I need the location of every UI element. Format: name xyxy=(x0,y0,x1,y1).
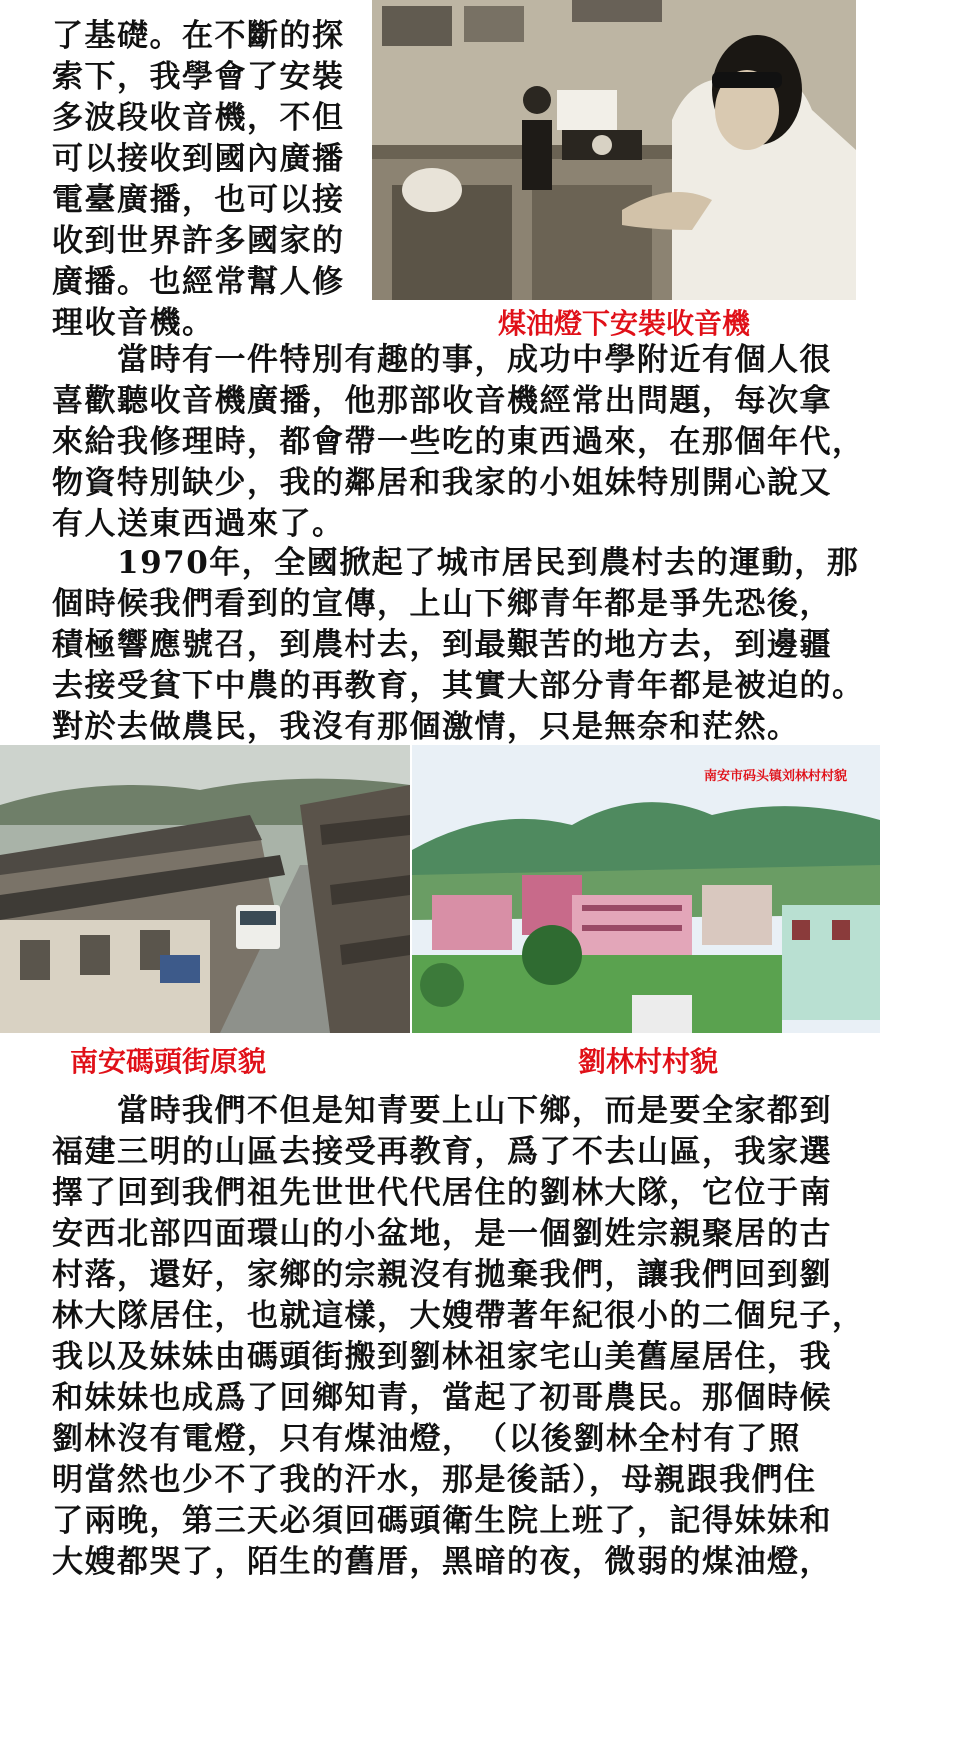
radio-assembly-photo xyxy=(372,0,856,300)
street-photo-caption: 南安碼頭街原貌 xyxy=(70,1045,267,1078)
intro-line: 收到世界許多國家的 xyxy=(52,223,345,259)
intro-line: 了基礎。在不斷的探 xyxy=(52,18,345,54)
paragraph-line: 有人送東西過來了。 xyxy=(52,506,345,542)
paragraph-line: 積極響應號召，到農村去，到最艱苦的地方去，到邊疆 xyxy=(52,627,832,663)
street-photo xyxy=(0,745,410,1033)
paragraph-line: 福建三明的山區去接受再教育，爲了不去山區，我家選 xyxy=(52,1134,832,1170)
paragraph-line: 來給我修理時，都會帶一些吃的東西過來，在那個年代， xyxy=(52,424,865,460)
paragraph-line: 當時有一件特別有趣的事，成功中學附近有個人很 xyxy=(52,342,832,378)
paragraph-line: 1970年，全國掀起了城市居民到農村去的運動，那 xyxy=(52,545,860,581)
paragraph-line: 物資特別缺少，我的鄰居和我家的小姐妹特別開心說又 xyxy=(52,465,832,501)
paragraph-line: 林大隊居住，也就這樣，大嫂帶著年紀很小的二個兒子， xyxy=(52,1298,865,1334)
paragraph-line: 對於去做農民，我沒有那個激情，只是無奈和茫然。 xyxy=(52,709,800,745)
intro-line: 可以接收到國內廣播 xyxy=(52,141,345,177)
paragraph-line: 去接受貧下中農的再教育，其實大部分青年都是被迫的。 xyxy=(52,668,865,704)
paragraph-line: 我以及妹妹由碼頭街搬到劉林祖家宅山美舊屋居住，我 xyxy=(52,1339,832,1375)
paragraph-line: 村落，還好，家鄉的宗親沒有拋棄我們，讓我們回到劉 xyxy=(52,1257,832,1293)
paragraph-line: 安西北部四面環山的小盆地，是一個劉姓宗親聚居的古 xyxy=(52,1216,832,1252)
paragraph-line: 明當然也少不了我的汗水，那是後話），母親跟我們住 xyxy=(52,1462,817,1498)
intro-line: 理收音機。 xyxy=(52,305,215,341)
intro-line: 多波段收音機，不但 xyxy=(52,100,345,136)
intro-line: 廣播。也經常幫人修 xyxy=(52,264,345,300)
paragraph-line: 大嫂都哭了，陌生的舊厝，黑暗的夜，微弱的煤油燈， xyxy=(52,1544,832,1580)
village-photo xyxy=(412,745,880,1033)
village-photo-overlay-text: 南安市码头镇刘林村村貌 xyxy=(704,769,848,784)
radio-photo-caption: 煤油燈下安裝收音機 xyxy=(498,307,751,340)
paragraph-line: 當時我們不但是知青要上山下鄉，而是要全家都到 xyxy=(52,1093,832,1129)
paragraph-line: 個時候我們看到的宣傳，上山下鄉青年都是爭先恐後， xyxy=(52,586,832,622)
paragraph-line: 擇了回到我們祖先世世代代居住的劉林大隊，它位于南 xyxy=(52,1175,832,1211)
paragraph-line: 了兩晚，第三天必須回碼頭衛生院上班了，記得妹妹和 xyxy=(52,1503,832,1539)
paragraph-line: 喜歡聽收音機廣播，他那部收音機經常出問題，每次拿 xyxy=(52,383,832,419)
village-photo-caption: 劉林村村貌 xyxy=(578,1045,719,1078)
paragraph-line: 和妹妹也成爲了回鄉知青，當起了初哥農民。那個時候 xyxy=(52,1380,832,1416)
paragraph-line: 劉林沒有電燈，只有煤油燈， （以後劉林全村有了照 xyxy=(52,1421,801,1457)
intro-line: 索下，我學會了安裝 xyxy=(52,59,345,95)
intro-line: 電臺廣播，也可以接 xyxy=(52,182,345,218)
